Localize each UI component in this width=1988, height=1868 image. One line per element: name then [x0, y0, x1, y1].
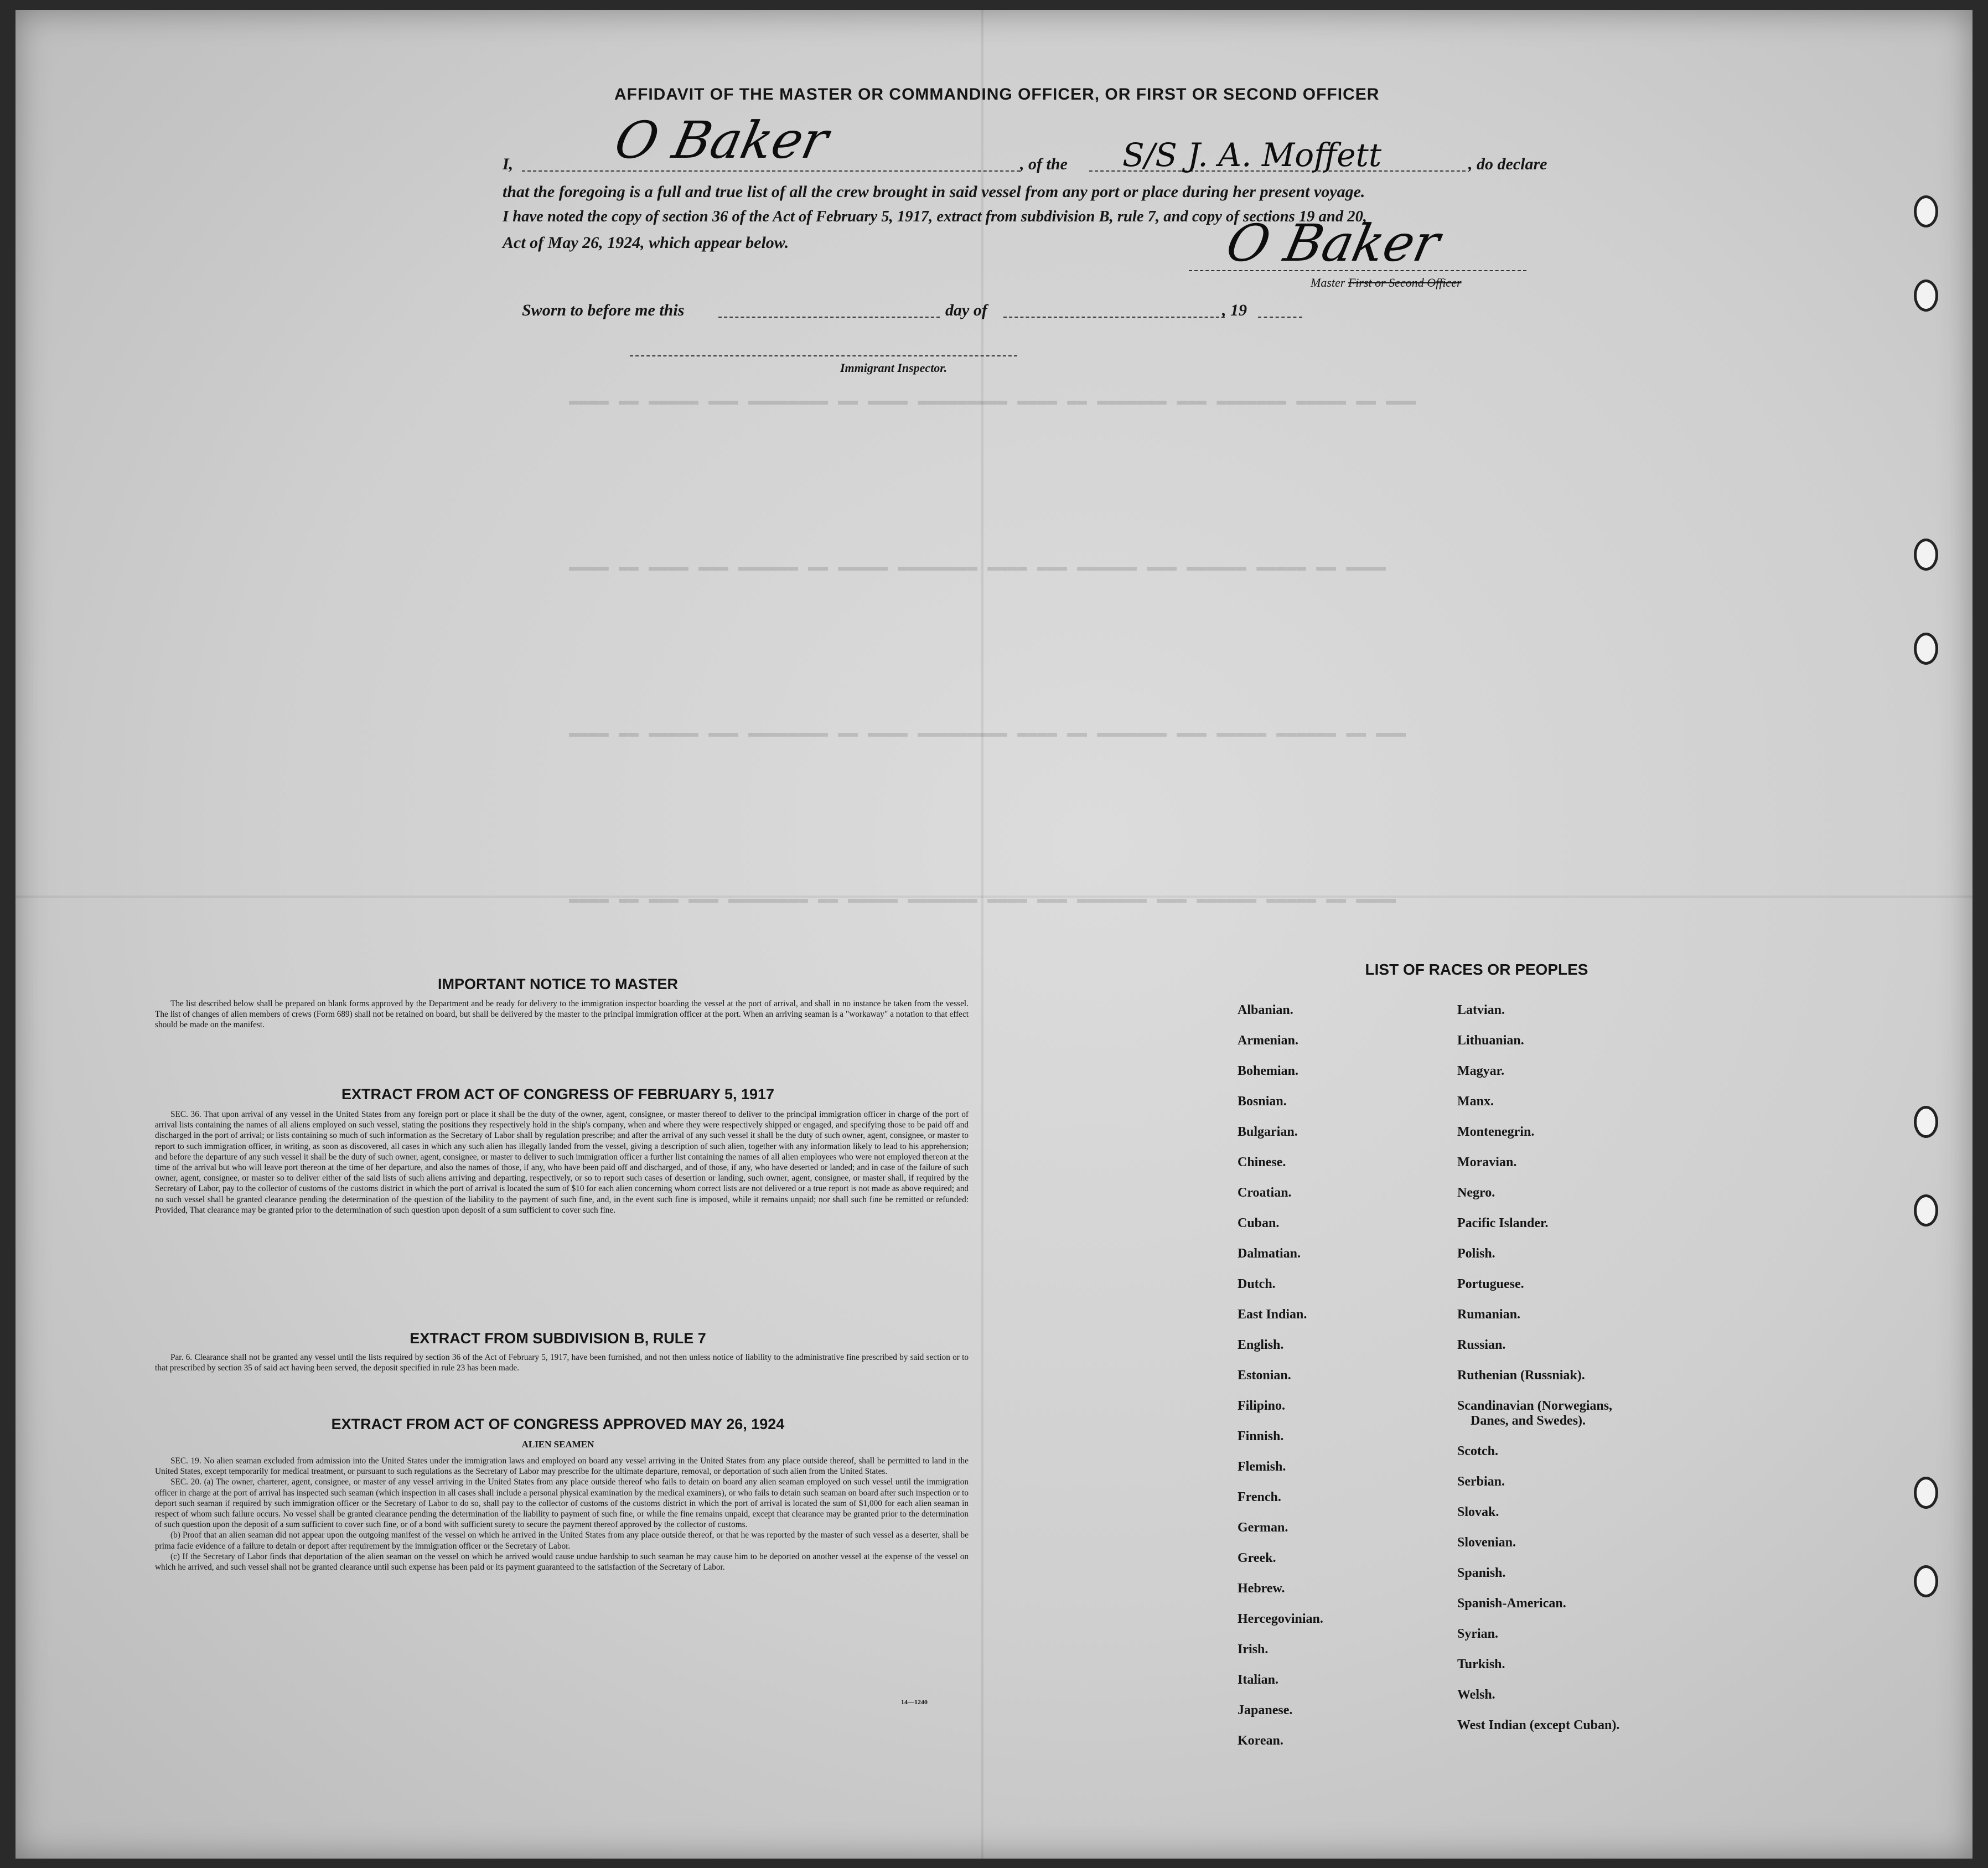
race-item: Finnish. — [1238, 1429, 1284, 1443]
notice-title: IMPORTANT NOTICE TO MASTER — [438, 976, 678, 992]
master-label-text: Master — [1311, 276, 1345, 289]
struck-officer-label: First or Second Officer — [1348, 276, 1462, 289]
act-1917-text — [155, 1109, 969, 1215]
affidavit-line-2: that the foregoing is a full and true list of all the crew brought in said vessel from any port or place during her present voyage. — [503, 183, 1365, 201]
punch-hole — [1914, 280, 1938, 312]
race-item: Korean. — [1238, 1734, 1283, 1748]
punch-hole — [1914, 1477, 1938, 1509]
race-item: Cuban. — [1238, 1216, 1280, 1230]
race-item: Portuguese. — [1457, 1277, 1524, 1291]
race-item: Ruthenian (Russniak). — [1457, 1368, 1585, 1383]
sworn-year-line — [1258, 317, 1302, 318]
master-signature-2: O Baker — [1221, 214, 1445, 273]
race-item: Welsh. — [1457, 1688, 1495, 1702]
race-item: Slovenian. — [1457, 1535, 1516, 1550]
race-item: English. — [1238, 1338, 1284, 1352]
race-item: Hebrew. — [1238, 1581, 1285, 1596]
do-declare-label: , do declare — [1468, 155, 1547, 173]
bleed-through-texture: ▬▬▬▬ ▬▬ ▬▬▬▬▬ ▬▬▬ ▬▬▬▬▬▬▬▬ ▬▬ ▬▬▬▬ ▬▬▬▬▬▬▬▬▬ ▬▬▬▬ ▬▬ ▬▬▬▬▬▬▬ ▬▬▬ ▬▬▬▬▬▬▬ ▬▬▬▬▬ ▬▬ ▬▬▬ — [569, 392, 1416, 411]
race-item: Latvian. — [1457, 1003, 1505, 1017]
rule-7-title: EXTRACT FROM SUBDIVISION B, RULE 7 — [410, 1330, 706, 1347]
race-item: Filipino. — [1238, 1399, 1286, 1413]
of-the-label: , of the — [1020, 155, 1068, 173]
race-item: Armenian. — [1238, 1033, 1298, 1048]
affidavit-line-4: Act of May 26, 1924, which appear below. — [503, 234, 789, 252]
race-item: Hercegovinian. — [1238, 1612, 1323, 1626]
inspector-signature-line — [630, 355, 1017, 356]
race-item: Russian. — [1457, 1338, 1506, 1352]
race-item: Spanish-American. — [1457, 1596, 1566, 1611]
race-item: Croatian. — [1238, 1186, 1292, 1200]
races-right-column — [1457, 1003, 1619, 1749]
race-item: Turkish. — [1457, 1657, 1505, 1672]
alien-seamen-subtitle: ALIEN SEAMEN — [521, 1439, 594, 1450]
race-item: Greek. — [1238, 1551, 1276, 1565]
race-item: Montenegrin. — [1457, 1125, 1535, 1139]
bleed-through-texture: ▬▬▬▬ ▬▬ ▬▬▬▬▬ ▬▬▬ ▬▬▬▬▬▬▬▬ ▬▬ ▬▬▬▬ ▬▬▬▬▬▬▬▬▬ ▬▬▬▬ ▬▬ ▬▬▬▬▬▬▬ ▬▬▬ ▬▬▬▬▬ ▬▬▬▬▬▬ ▬▬ ▬▬▬ — [569, 724, 1406, 743]
affidavit-title: AFFIDAVIT OF THE MASTER OR COMMANDING OFFICER, OR FIRST OR SECOND OFFICER — [614, 85, 1380, 104]
races-left-column — [1238, 1003, 1323, 1764]
rule-7-text — [155, 1352, 969, 1373]
sworn-month-line — [1003, 317, 1225, 318]
punch-hole — [1914, 1106, 1938, 1138]
race-item: Chinese. — [1238, 1155, 1286, 1170]
notice-paragraph: The list described below shall be prepared on blank forms approved by the Department and be ready for delivery to the immigration inspector boarding the vessel at the port of arrival, and shall in no instance be taken from the vessel. The list of changes of alien members of crews (Form 689) shall not be retained on board, but shall be delivered by the master to the principal immigration officer at the port. When an arriving seaman is a "workaway" a notation to that effect should be made on the manifest. — [155, 999, 969, 1030]
race-item: Scotch. — [1457, 1444, 1498, 1458]
race-item: French. — [1238, 1490, 1281, 1504]
race-item: Danes, and Swedes). — [1471, 1414, 1586, 1428]
punch-hole — [1914, 1565, 1938, 1597]
race-item: Bohemian. — [1238, 1064, 1299, 1078]
affidavit-line-3: I have noted the copy of section 36 of the Act of February 5, 1917, extract from subdivision B, rule 7, and copy of sections 19 and 20, — [503, 208, 1368, 225]
race-item: Bosnian. — [1238, 1094, 1287, 1109]
act-1917-title: EXTRACT FROM ACT OF CONGRESS OF FEBRUARY 5, 1917 — [341, 1086, 775, 1103]
act-1924-text — [155, 1456, 969, 1572]
race-item: Magyar. — [1457, 1064, 1505, 1078]
race-item: Negro. — [1457, 1186, 1495, 1200]
punch-hole — [1914, 1194, 1938, 1227]
race-item: East Indian. — [1238, 1307, 1307, 1322]
race-item: Italian. — [1238, 1673, 1279, 1687]
act-1924-title: EXTRACT FROM ACT OF CONGRESS APPROVED MAY 26, 1924 — [331, 1416, 785, 1432]
immigrant-inspector-label: Immigrant Inspector. — [840, 361, 948, 375]
master-label — [1311, 276, 1462, 290]
race-item: Slovak. — [1457, 1505, 1499, 1519]
race-item: Flemish. — [1238, 1460, 1286, 1474]
race-item: Irish. — [1238, 1642, 1269, 1657]
act-1917-paragraph: SEC. 36. That upon arrival of any vessel in the United States from any foreign port or place it shall be the duty of the owner, agent, consignee, or master thereof to deliver to the principal immigration officer in charge of the port of arrival lists containing the names of all aliens employed on such vessel, stating the positions they respectively hold in the ship's company, when and where they were respectively shipped or engaged, and specifying those to be paid off and discharged in the port of arrival; or lists containing so much of such information as the Secretary of Labor shall by regulation prescribe; and after the arrival of any such vessel it shall be the duty of such owner, agent, consignee, or master to report to such immigration officer, in writing, as soon as discovered, all cases in which any such alien has illegally landed from the vessel, giving a description of such alien, together with any information likely to lead to his apprehension; and before the departure of any such vessel it shall be the duty of such owner, agent, consignee, or master to deliver to such immigration officer a further list containing the names of all alien employees who were not employed thereon at the time of the arrival but who will leave port thereon at the time of her departure, and also the names of those, if any, who have been paid off and discharged, and of those, if any, who have deserted or landed; and in case of the failure of such owner, agent, consignee, or master so to deliver either of the said lists of such aliens arriving and departing, respectively, or so to report such cases of desertion or landing, such owner, agent, consignee, or master shall, if required by the Secretary of Labor, pay to the collector of customs of the customs district in which the port of arrival is located the sum of $10 for each alien concerning whom correct lists are not delivered or a true report is not made as above required; and no such vessel shall be granted clearance pending the determination of the question of the liability to the payment of such fine, and, in the event such fine is imposed, while it remains unpaid; nor shall such fine be remitted or refunded: Provided, That clearance may be granted prior to the determination of such question upon deposit of a sum sufficient to cover such fine. — [155, 1110, 969, 1215]
race-item: Moravian. — [1457, 1155, 1517, 1170]
signature-line-2 — [1189, 270, 1526, 271]
race-item: Bulgarian. — [1238, 1125, 1298, 1139]
race-item: Rumanian. — [1457, 1307, 1521, 1322]
race-item: German. — [1238, 1520, 1288, 1535]
race-item: Syrian. — [1457, 1627, 1499, 1641]
sec-20b-paragraph: (b) Proof that an alien seaman did not appear upon the outgoing manifest of the vessel on which he arrived in the United States from any place outside thereof, or that he was reported by the master of such vessel as a deserter, shall be prima facie evidence of a failure to detain or deport after requirement by the immigration officer or the Secretary of Labor. — [155, 1530, 969, 1551]
race-item: Polish. — [1457, 1246, 1495, 1261]
race-item: Albanian. — [1238, 1003, 1293, 1017]
day-of-label: day of — [945, 301, 987, 319]
punch-hole — [1914, 633, 1938, 665]
i-label: I, — [503, 155, 514, 173]
punch-hole — [1914, 195, 1938, 227]
race-item: Lithuanian. — [1457, 1033, 1524, 1048]
year-label: , 19 — [1222, 301, 1247, 319]
race-item: Serbian. — [1457, 1474, 1505, 1489]
signature-line — [522, 170, 1020, 172]
vessel-name: S/S J. A. Moffett — [1122, 136, 1382, 174]
races-title: LIST OF RACES OR PEOPLES — [1365, 961, 1588, 978]
race-item: Estonian. — [1238, 1368, 1291, 1383]
sec-19-paragraph: SEC. 19. No alien seaman excluded from admission into the United States under the immigration laws and employed on board any vessel arriving in the United States from any place outside thereof, shall be permitted to land in the United States, except temporarily for medical treatment, or pursuant to such regulations as the Secretary of Labor may prescribe for the ultimate departure, removal, or deportation of such alien from the United States. — [155, 1456, 969, 1477]
sworn-label: Sworn to before me this — [522, 301, 685, 319]
bleed-through-texture: ▬▬▬▬ ▬▬ ▬▬▬▬ ▬▬▬ ▬▬▬▬▬▬ ▬▬ ▬▬▬▬▬ ▬▬▬▬▬▬▬▬ ▬▬▬▬ ▬▬▬ ▬▬▬▬▬▬ ▬▬▬ ▬▬▬▬▬▬ ▬▬▬▬▬ ▬▬ ▬▬▬▬ — [569, 558, 1386, 577]
notice-text — [155, 998, 969, 1031]
race-item: Spanish. — [1457, 1566, 1506, 1580]
bleed-through-texture: ▬▬▬▬ ▬▬ ▬▬▬ ▬▬▬ ▬▬▬▬▬▬▬▬ ▬▬ ▬▬▬▬▬ ▬▬▬▬▬▬▬ ▬▬▬▬ ▬▬▬ ▬▬▬▬▬▬▬ ▬▬▬ ▬▬▬▬▬▬ ▬▬▬▬▬ ▬▬ ▬▬▬▬ — [569, 890, 1396, 909]
race-item: Dalmatian. — [1238, 1246, 1301, 1261]
rule-7-paragraph: Par. 6. Clearance shall not be granted any vessel until the lists required by section 36 of the Act of February 5, 1917, have been furnished, and not then unless notice of liability to the administrative fine prescribed by said section or to that prescribed by section 35 of said act having been served, the deposit specified in rule 23 has been made. — [155, 1353, 969, 1373]
punch-hole — [1914, 539, 1938, 571]
race-item: Japanese. — [1238, 1703, 1293, 1717]
race-item: Scandinavian (Norwegians, — [1457, 1399, 1613, 1413]
sworn-day-line — [718, 317, 940, 318]
form-number: 14—1240 — [901, 1698, 928, 1706]
document-page — [15, 10, 1973, 1859]
race-item: Dutch. — [1238, 1277, 1276, 1291]
race-item: Pacific Islander. — [1457, 1216, 1549, 1230]
sec-20c-paragraph: (c) If the Secretary of Labor finds that deportation of the alien seaman on the vessel on which he arrived would cause undue hardship to such seaman he may cause him to be deported on another vessel at the expense of the vessel on which he arrived, and such vessel shall not be granted clearance until such expense has been paid or its payment guaranteed to the satisfaction of the Secretary of Labor. — [155, 1551, 969, 1572]
master-signature: O Baker — [609, 111, 833, 170]
sec-20a-paragraph: SEC. 20. (a) The owner, charterer, agent, consignee, or master of any vessel arriving in the United States from any place outside thereof who fails to detain on board any alien seaman employed on such vessel until the immigration officer in charge at the port of arrival has inspected such seaman (which inspection in all cases shall include a personal physical examination by the medical examiners), or who fails to detain such seaman on board after such inspection or to deport such seaman if required by such immigration officer or the Secretary of Labor to do so, shall pay to the collector of customs of the customs district in which the port of arrival is located the sum of $1,000 for each alien seaman in respect of whom such failure occurs. No vessel shall be granted clearance pending the determination of the liability to payment of such fine, or while the fine remains unpaid, except that clearance may be granted prior to the determination of such question upon the deposit of a sum sufficient to cover such fine, or of a bond with sufficient surety to secure the payment thereof approved by the collector of customs. — [155, 1477, 969, 1530]
fold-crease-vertical — [981, 10, 983, 1859]
race-item: West Indian (except Cuban). — [1457, 1718, 1620, 1732]
race-item: Manx. — [1457, 1094, 1494, 1109]
